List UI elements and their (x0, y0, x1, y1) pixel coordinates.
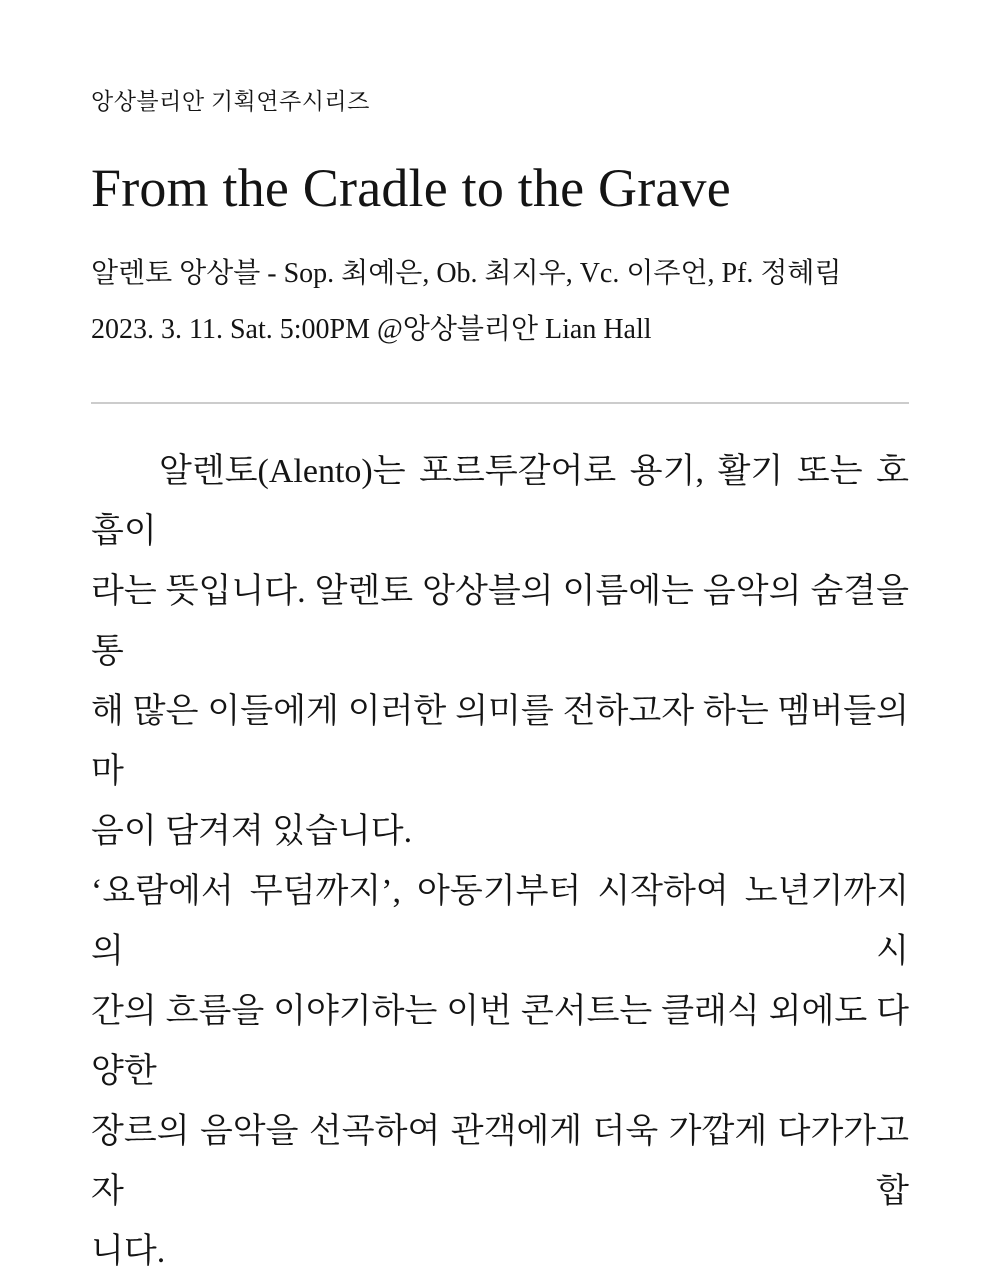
flyer-header (91, 88, 909, 350)
description-line: 음이 담겨져 있습니다. (91, 813, 413, 850)
description-line: ‘요람에서 무덤까지’, 아동기부터 시작하여 노년기까지의 시 (91, 873, 909, 970)
description-line: 해 많은 이들에게 이러한 의미를 전하고자 하는 멤버들의 마 (91, 693, 909, 790)
page-title: From the Cradle to the Grave (91, 158, 731, 218)
description-line: 간의 흐름을 이야기하는 이번 콘서트는 클래식 외에도 다양한 (91, 993, 909, 1090)
program-description (91, 442, 909, 1282)
series-label: 앙상블리안 기획연주시리즈 (91, 89, 370, 114)
section-divider (91, 402, 909, 404)
description-line: 장르의 음악을 선곡하여 관객에게 더욱 가깝게 다가가고자 합 (91, 1113, 909, 1210)
description-line: 니다. (91, 1233, 166, 1270)
description-line: 라는 뜻입니다. 알렌토 앙상블의 이름에는 음악의 숨결을 통 (91, 573, 909, 670)
datetime-venue-line: 2023. 3. 11. Sat. 5:00PM @앙상블리안 Lian Hall (91, 314, 652, 345)
description-line: 알렌토(Alento)는 포르투갈어로 용기, 활기 또는 호흡이 (91, 453, 909, 550)
performers-line: 알렌토 앙상블 - Sop. 최예은, Ob. 최지우, Vc. 이주언, Pf. 정혜림 (91, 258, 842, 289)
